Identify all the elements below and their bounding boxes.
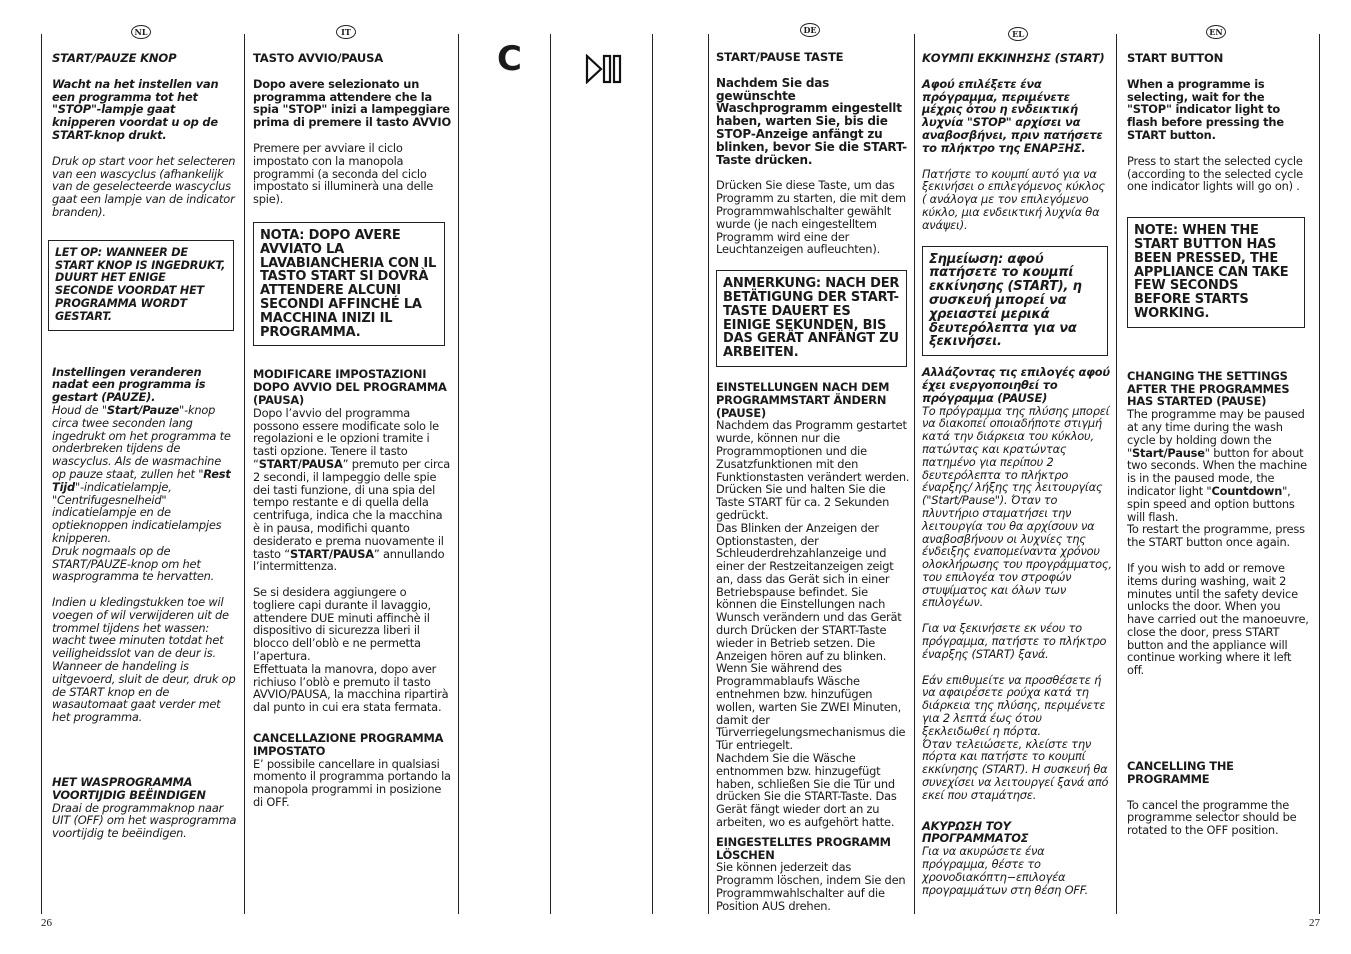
- paragraph: Εάν επιθυμείτε να προσθέσετε ή να αφαιρέσετε ρούχα κατά τη διάρκεια της πλύσης, περιμένετε για 2 λεπτά έως ότου ξεκλειδωθεί η πόρτα.: [922, 672, 1106, 738]
- paragraph: The programme may be paused at any time during the wash cycle by holding down the "Start/Pause" button for about two seconds. When the machine is in the paused mode, the indicator light "Countdown", spin speed and option buttons will flash.: [1127, 407, 1307, 524]
- paragraph: Premere per avviare il ciclo impostato con la manopola programmi (a seconda del ciclo impostato si illuminerà una delle spie).: [253, 140, 434, 207]
- page-number-right: 27: [1309, 917, 1320, 929]
- divider: [914, 34, 915, 914]
- paragraph: Nachdem Sie die Wäsche entnommen bzw. hinzugefügt haben, schließen Sie die Tür und drücken Sie die START-Taste. Das Gerät fängt wieder dort an zu arbeiten, wo es aufgehört hatte.: [716, 751, 897, 830]
- column-en: [1127, 52, 1309, 837]
- badge-nl: NL: [131, 25, 151, 39]
- paragraph: Nachdem das Programm gestartet wurde, können nur die Programmoptionen und die Zusatzfunktionen mit den Funktionstasten verändert werden.: [716, 418, 910, 484]
- paragraph: Houd de "Start/Pauze"-knop circa twee seconden lang ingedrukt om het programma te onderbreken tijdens de wascyclus. Als de wasmachine op pauze staat, zullen het "Rest Tijd"-indicatielampje, "Centrifugesnelheid" indicatielampje en de optieknoppen indicatielampjes knipperen.: [52, 402, 231, 545]
- heading-cancel: HET WASPROGRAMMA VOORTIJDIG BEËINDIGEN: [52, 775, 206, 802]
- divider: [708, 34, 709, 914]
- paragraph: Indien u kledingstukken toe wil voegen of wil verwijderen uit de trommel tijdens het wassen: wacht twee minuten totdat het veiligheidsslot van de deur is.: [52, 595, 229, 661]
- paragraph: If you wish to add or remove items during washing, wait 2 minutes until the safety device unlocks the door. When you have carried out the manoeuvre, close the door, press START button and the appliance will continue working where it left off.: [1127, 560, 1309, 678]
- paragraph: To restart the programme, press the START button once again.: [1127, 522, 1305, 550]
- heading-change-settings: CHANGING THE SETTINGS AFTER THE PROGRAMMES HAS STARTED (PAUSE): [1127, 368, 1290, 409]
- heading-change-settings: MODIFICARE IMPOSTAZIONI DOPO AVVIO DEL PROGRAMMA (PAUSA): [253, 367, 447, 407]
- heading-cancel: EINGESTELLTES PROGRAMM LÖSCHEN: [716, 834, 891, 862]
- paragraph: Όταν τελειώσετε, κλείστε την πόρτα και πατήστε το κουμπί εκκίνησης (START). Η συσκευή θα συνεχίσει να λειτουργεί ξανά από εκεί που σταμάτησε.: [922, 736, 1109, 802]
- heading-cancel: ΑΚΥΡΩΣΗ ΤΟΥ ΠΡΟΓΡΑΜΜΑΤΟΣ: [922, 818, 1029, 846]
- paragraph: Press to start the selected cycle (according to the selected cycle one indicator lights will go on) .: [1127, 153, 1303, 194]
- badge-it: IT: [336, 25, 356, 39]
- paragraph: Για να ξεκινήσετε εκ νέου το πρόγραμμα, πατήστε το πλήκτρο έναρξης (START) ξανά.: [922, 621, 1107, 661]
- heading-start-pause: ΚΟΥΜΠΙ ΕΚΚΙΝΗΣΗΣ (START): [922, 51, 1105, 65]
- divider: [550, 34, 551, 914]
- paragraph: Das Blinken der Anzeigen der Optionstasten, der Schleuderdrehzahlanzeige und einer der Restzeitanzeigen zeigt an, dass das Gerät sich in einer Betriebspause befindet. Sie können die Einstellungen nach Wunsch verändern und das Gerät durch Drücken der START-Taste wieder in Betrieb setzen. Die Anzeigen hören auf zu blinken.: [716, 520, 902, 663]
- paragraph: Dopo l’avvio del programma possono essere modificate solo le regolazioni e le opzioni tramite i tasti opzione. Tenere il tasto “START/PAUSA” premuto per circa 2 secondi, il lampeggio delle spie dei tasti funzione, di una spia del tempo restante e di quella della centrifuga, indica che la macchina è in pausa, modifichi quanto desiderato e prema nuovamente il tasto “START/PAUSA” annullando l’intermittenza.: [253, 405, 451, 574]
- paragraph: Draai de programmaknop naar UIT (OFF) om het wasprogramma voortijdig te beëindigen.: [52, 800, 237, 841]
- paragraph: Se si desidera aggiungere o togliere capi durante il lavaggio, attendere DUE minuti affinchè il dispositivo di sicurezza liberi il blocco dell’oblò e ne permetta l’apertura.: [253, 585, 431, 664]
- paragraph: Drücken Sie und halten Sie die Taste START für ca. 2 Sekunden gedrückt.: [716, 482, 890, 522]
- paragraph: Για να ακυρώσετε ένα πρόγραμμα, θέστε το χρονοδιακόπτη−επιλογέα προγραμμάτων στη θέση OFF.: [922, 844, 1089, 897]
- heading-start-pause: START/PAUZE KNOP: [52, 51, 177, 65]
- divider: [41, 34, 42, 914]
- divider: [1319, 34, 1320, 914]
- note-box: NOTE: WHEN THE START BUTTON HAS BEEN PRESSED, THE APPLIANCE CAN TAKE FEW SECONDS BEFORE STARTS WORKING.: [1127, 217, 1305, 328]
- note-box: ANMERKUNG: NACH DER BETÄTIGUNG DER START-TASTE DAUERT ES EINIGE SEKUNDEN, BIS DAS GERÄT ANFÄNGT ZU ARBEITEN.: [716, 270, 907, 367]
- paragraph: Druk nogmaals op de START/PAUZE-knop om het wasprogramma te hervatten.: [52, 543, 215, 584]
- badge-en: EN: [1206, 25, 1226, 39]
- paragraph: Το πρόγραμμα της πλύσης μπορεί να διακοπεί οποιαδήποτε στιγμή κατά την διάρκεια του κύκλου, πατώντας και κρατώντας πατημένο για περίπου 2 δευτερόλεπτα το πλήκτρο έναρξης/ λήξης της λειτουργίας ("Start/Pause"). Όταν το πλυντήριο σταματήσει την λειτουργία του θα αρχίσουν να αναβοσβήνουν οι λυχνίες της ένδειξης εναπομείναντα χρόνου ολοκλήρωσης του προγράμματος, του επιλογέα τον στροφών στυψίματος και όλων των επιλογέων.: [922, 403, 1112, 610]
- start-pause-icon: [585, 54, 623, 84]
- divider: [1116, 34, 1117, 914]
- column-nl: [52, 52, 238, 840]
- paragraph: Drücken Sie diese Taste, um das Programm zu starten, die mit dem Programmwahlschalter gewählt wurde (je nach eingestelltem Programm wird eine der Leuchtanzeigen aufleuchten).: [716, 178, 906, 257]
- badge-el: EL: [1008, 27, 1028, 41]
- intro-text: When a programme is selecting, wait for the "STOP" indicator light to flash before pressing the START button.: [1127, 76, 1284, 142]
- heading-start-pause: TASTO AVVIO/PAUSA: [253, 51, 384, 65]
- column-el: [922, 52, 1112, 896]
- intro-text: Nachdem Sie das gewünschte Waschprogramm eingestellt haben, warten Sie, bis die STOP-Anzeige anfängt zu blinken, bevor Sie die START-Taste drücken.: [716, 75, 907, 167]
- badge-de: DE: [800, 23, 820, 37]
- paragraph: Effettuata la manovra, dopo aver richiuso l’oblò e premuto il tasto AVVIO/PAUSA, la macchina ripartirà dal punto in cui era stata fermata.: [253, 661, 449, 715]
- paragraph: Druk op start voor het selecteren van een wascyclus (afhankelijk van de geselecteerde wascyclus gaat een lampje van de indicator branden).: [52, 153, 236, 219]
- paragraph: To cancel the programme the programme selector should be rotated to the OFF position.: [1127, 797, 1297, 838]
- column-de: [716, 51, 910, 913]
- heading-cancel: CANCELLAZIONE PROGRAMMA IMPOSTATO: [253, 731, 444, 758]
- note-box: LET OP: WANNEER DE START KNOP IS INGEDRUKT, DUURT HET ENIGE SECONDE VOORDAT HET PROGRAMMA WORDT GESTART.: [48, 240, 234, 331]
- column-it: [253, 52, 451, 809]
- paragraph: Wenn Sie während des Programmablaufs Wäsche entnehmen bzw. hinzufügen wollen, warten Sie ZWEI Minuten, damit der Türverriegelungsmechanismus die Tür entriegelt.: [716, 661, 906, 753]
- heading-change-settings: Instellingen veranderen nadat een programma is gestart (PAUZE).: [52, 364, 206, 405]
- intro-text: Αφού επιλέξετε ένα πρόγραμμα, περιμένετε μέχρις ότου η ενδεικτική λυχνία "STOP" αρχίσει να αναβοσβήνει, πριν πατήσετε το πλήκτρο της ΕΝΑΡΞΗΣ.: [922, 76, 1103, 155]
- heading-change-settings: EINSTELLUNGEN NACH DEM PROGRAMMSTART ÄNDERN (PAUSE): [716, 379, 890, 420]
- page-number-left: 26: [41, 917, 52, 929]
- divider: [652, 34, 653, 914]
- note-box: NOTA: DOPO AVERE AVVIATO LA LAVABIANCHERIA CON IL TASTO START SI DOVRÀ ATTENDERE ALCUNI SECONDI AFFINCHÉ LA MACCHINA INIZI IL PROGRAMMA.: [253, 222, 445, 346]
- note-box: Σημείωση: αφού πατήσετε το κουμπί εκκίνησης (START), η συσκευή μπορεί να χρειαστεί μερικά δευτερόλεπτα για να ξεκινήσει.: [922, 246, 1108, 357]
- cancel-symbol: C: [497, 39, 522, 79]
- intro-text: Wacht na het instellen van een programma tot het "STOP"-lampje gaat knipperen voordat u op de START-knop drukt.: [52, 76, 219, 142]
- heading-start-pause: START/PAUSE TASTE: [716, 50, 844, 64]
- paragraph: E’ possibile cancellare in qualsiasi momento il programma portando la manopola programmi in posizione di OFF.: [253, 756, 451, 810]
- divider: [458, 34, 459, 914]
- paragraph: Sie können jederzeit das Programm löschen, indem Sie den Programmwahlschalter auf die Position AUS drehen.: [716, 860, 906, 913]
- heading-change-settings: Αλλάζοντας τις επιλογές αφού έχει ενεργοποιηθεί το πρόγραμμα (PAUSE): [922, 365, 1110, 405]
- divider: [244, 34, 245, 914]
- paragraph: Πατήστε το κουμπί αυτό για να ξεκινήσει ο επιλεγόμενος κύκλος ( ανάλογα με τον επιλεγόμενο κύκλο, μια ενδεικτική λυχνία θα ανάψει).: [922, 166, 1105, 232]
- heading-cancel: CANCELLING THE PROGRAMME: [1127, 759, 1234, 786]
- paragraph: Wanneer de handeling is uitgevoerd, sluit de deur, druk op de START knop en de wasautomaat gaat verder met het programma.: [52, 659, 236, 725]
- intro-text: Dopo avere selezionato un programma attendere che la spia "STOP" inizi a lampeggiare prima di premere il tasto AVVIO: [253, 76, 451, 130]
- heading-start-pause: START BUTTON: [1127, 51, 1224, 65]
